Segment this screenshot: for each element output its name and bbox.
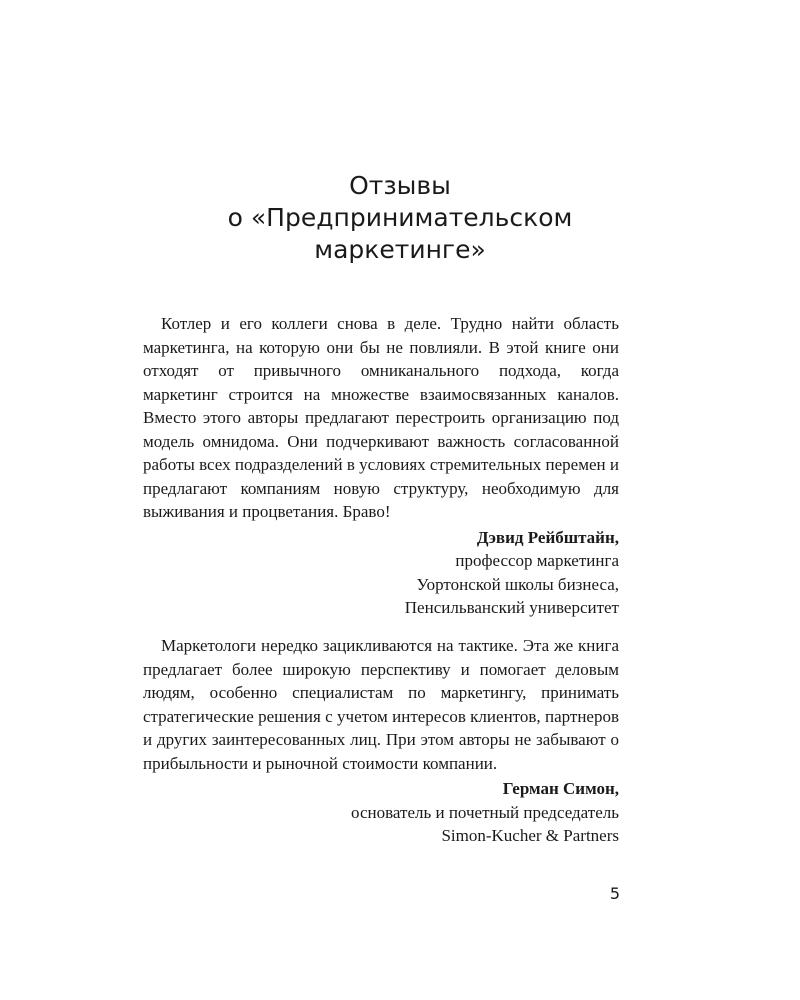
review-1-role-line-3: Пенсильванский университет bbox=[404, 598, 619, 617]
review-1-role-line-2: Уортонской школы бизнеса, bbox=[416, 574, 619, 594]
page-title bbox=[0, 170, 800, 266]
review-2-role-line-2: Simon-Kucher & Partners bbox=[441, 826, 619, 845]
review-2-text: Маркетологи нередко зацикливаются на тактике. Эта же книга предлагает более широкую перспективу и помогает деловым людям, особенно специалистам по маркетингу, принимать стратегические решения с учетом интересов клиентов, партнеров и других заинтересованных лиц. При этом авторы не забывают о прибыльности и рыночной стоимости компании. bbox=[143, 636, 619, 773]
review-1 bbox=[143, 312, 619, 620]
review-1-text: Котлер и его коллеги снова в деле. Трудно найти область маркетинга, на которую они бы не повлияли. В этой книге они отходят от привычного омниканального подхода, когда маркетинг строится на множестве взаимосвязанных каналов. Вместо этого авторы предлагают перестроить организацию под модель омнидома. Они подчеркивают важность согласованной работы всех подразделений в условиях стремительных перемен и предлагают компаниям новую структуру, необходимую для выживания и процветания. Браво! bbox=[143, 314, 619, 521]
title-line-2: о «Предпринимательском bbox=[227, 203, 573, 232]
review-2-attribution bbox=[143, 777, 619, 848]
title-line-1: Отзывы bbox=[349, 171, 451, 200]
review-2-author: Герман Симон, bbox=[502, 779, 619, 798]
review-1-author: Дэвид Рейбштайн, bbox=[476, 527, 619, 547]
title-line-3: маркетинге» bbox=[314, 235, 486, 264]
page-number: 5 bbox=[609, 884, 620, 903]
review-2 bbox=[143, 634, 619, 848]
review-2-role-line-1: основатель и почетный председатель bbox=[351, 802, 619, 822]
review-1-role-line-1: профессор маркетинга bbox=[455, 551, 619, 570]
review-1-attribution bbox=[143, 526, 619, 620]
